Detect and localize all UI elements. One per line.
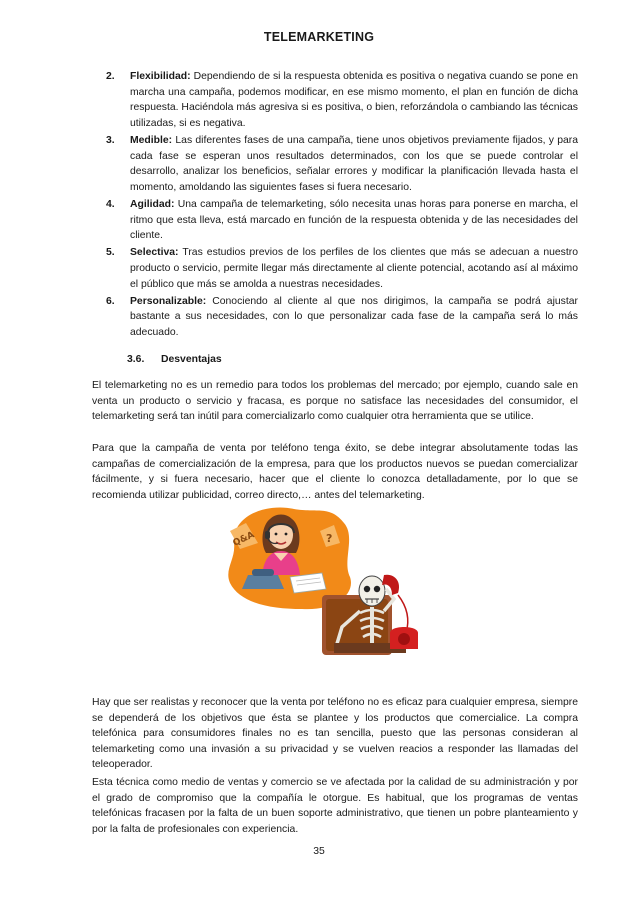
list-item-term: Flexibilidad: (130, 71, 191, 82)
list-item-text: Dependiendo de si la respuesta obtenida es positiva o negativa cuando se pone en marcha una campaña, podemos modificar, en ese mismo momento, el plan en función de dicha respuesta. Haciéndola más agresiva si es positiva, o bien, reforzándola o cambiando las técnicas utilizadas, si es negativa. (130, 71, 578, 129)
operator-woman-icon (262, 515, 300, 576)
section-number: 3.6. (127, 354, 145, 365)
list-item-term: Selectiva: (130, 247, 179, 259)
features-list (106, 69, 578, 342)
list-item-text: Las diferentes fases de una campaña, tiene unos objetivos previamente fijados, y para cada fase se esperan unos resultados determinados, con los que se puede controlar el desarrollo, analizar los beneficios, señalar errores y modificar la planificación llevada hasta el momento, amoldando las siguientes fases si fuera necesario. (130, 134, 578, 193)
paragraph: Para que la campaña de venta por teléfono tenga éxito, se debe integrar absolutamente todas las campañas de comercialización de la empresa, para que los productos nuevos se puedan comercializar fácilmente, y si fuera necesario, hacer que el cliente lo conozca detalladamente, por lo que se recomienda utilizar publicidad, correo directo,… antes del telemarketing. (92, 443, 578, 501)
list-item (106, 245, 578, 292)
section-title: Desventajas (161, 354, 222, 365)
list-item-number: 4. (106, 198, 115, 210)
paragraph: Hay que ser realistas y reconocer que la venta por teléfono no es eficaz para cualquier empresa, siempre se dependerá de los objetivos que ésta se plantee y los productos que comercialice. La compra telefónica para consumidores finales no es tan sencilla, puesto que las personas consideran al telemarketing como una invasión a su privacidad y se vuelven reacios a responder las llamadas del teleoperador. (92, 697, 578, 771)
list-item-text: Conociendo al cliente al que nos dirigimos, la campaña se podrá ajustar bastante a sus necesidades, con lo que personalizar cada fase de la campaña será lo más adecuado. (130, 295, 578, 338)
paragraph: El telemarketing no es un remedio para todos los problemas del mercado; por ejemplo, cuando sale en venta un producto o servicio y fracasa, es porque no satisface las necesidades del consumidor, el telemarketing será tan inútil para comercializarlo como cualquier otra herramienta que se utilice. (92, 380, 578, 423)
telemarketing-illustration (222, 503, 420, 671)
bubble-left-text: Q&A (231, 530, 257, 549)
list-item (106, 294, 578, 341)
papers-icon (290, 573, 326, 593)
list-item-number: 2. (106, 71, 115, 82)
list-item-term: Personalizable: (130, 295, 207, 307)
list-item-number: 3. (106, 134, 115, 146)
page-header-title: TELEMARKETING (263, 30, 375, 44)
list-item-text: Una campaña de telemarketing, sólo necesita unas horas para ponerse en marcha, el ritmo que esta lleva, está marcado en función de la respuesta obtenida y de las necesidades del cliente. (130, 198, 578, 242)
list-item (106, 69, 578, 131)
page-number: 35 (313, 846, 325, 857)
section-heading (127, 354, 222, 365)
bubble-right-text: ? (326, 532, 333, 545)
list-item-number: 5. (106, 247, 115, 259)
list-item-term: Medible: (130, 134, 173, 146)
list-item-number: 6. (106, 295, 115, 307)
paragraph: Esta técnica como medio de ventas y comercio se ve afectada por la calidad de su administración y por el grado de compromiso que la compañía le otorgue. Es habitual, que los programas de ventas telefónicas fracasen por la falta de un buen soporte administrativo, que tienen un pobre planteamiento y por la falta de profesionales con experiencia. (92, 777, 578, 835)
list-item (106, 197, 578, 244)
list-item (106, 133, 578, 195)
list-item-term: Agilidad: (130, 198, 175, 210)
list-item-text: Tras estudios previos de los perfiles de los clientes que más se adecuan a nuestro producto o servicio, permite llegar más directamente al cliente potencial, acotando así al máximo el público que más se amolda a nuestras necesidades. (130, 247, 578, 290)
